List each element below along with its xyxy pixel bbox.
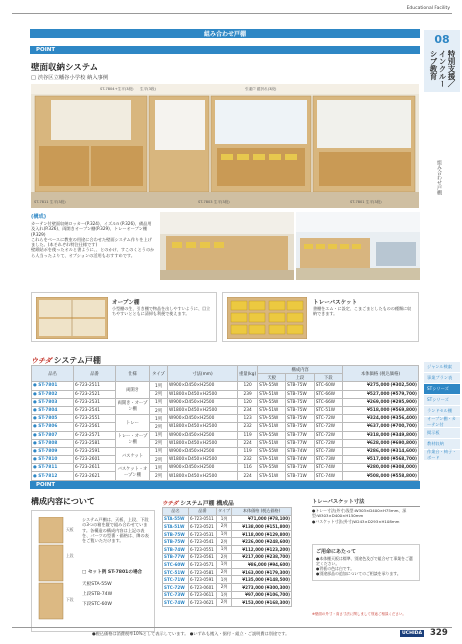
part-low: STC-60W: [314, 382, 342, 390]
part-type: 2列: [217, 599, 232, 607]
part-label-mid: 上段: [66, 553, 74, 558]
part-low: STC-72W: [314, 431, 342, 439]
dimensions: W900×D450×H2500: [168, 398, 238, 406]
parts-row: [163, 523, 292, 531]
weight: 119: [238, 431, 258, 439]
part-type: 1列: [217, 561, 232, 569]
spec-row: [32, 382, 419, 390]
parts-row: [163, 576, 292, 584]
part-number: 6-723-0521: [189, 523, 217, 531]
price: ¥518,000(¥569,800): [343, 406, 419, 414]
part-type: 1列: [217, 576, 232, 584]
part-type: 1列: [217, 545, 232, 553]
weight: 120: [238, 382, 258, 390]
brand-mark: UCHIDA: [402, 631, 423, 636]
part-top: STA-55W: [258, 415, 286, 423]
part-code: STB-74W: [163, 545, 189, 553]
tray-size-line: ●バスケット寸法(外寸)W243×D293×H108mm: [312, 518, 400, 524]
part-mid: STB-75W: [286, 398, 315, 406]
part-code: STA-55W: [163, 515, 189, 523]
part-mid: STB-77W: [286, 439, 315, 447]
chapter-title: 特別支援／インクルーシブ教育: [429, 50, 456, 88]
part-number: 6-723-0541: [189, 538, 217, 546]
part-code: STC-73W: [163, 591, 189, 599]
price: ¥637,000(¥700,700): [343, 423, 419, 431]
notes-line: ●本体棚天板は標準、別途色及びで組合せて事業をご選定ください。: [316, 556, 413, 566]
part-top: STA-55W: [258, 431, 286, 439]
parts-table-title: ウチダ システム戸棚 構成品: [162, 501, 234, 507]
part-code: STC-51W: [163, 568, 189, 576]
part-number: 6-723-0601: [189, 583, 217, 591]
weight: 239: [238, 390, 258, 398]
part-type: 2列: [217, 583, 232, 591]
part-low: STC-72W: [314, 439, 342, 447]
part-price: ¥71,000(¥78,100): [232, 515, 292, 523]
dimensions: W1800×D450×H2500: [168, 472, 238, 480]
part-low: STC-74W: [314, 472, 342, 480]
part-code: STB-75W: [163, 530, 189, 538]
product-number: ● ST-7809: [32, 447, 74, 455]
part-type: 2列: [217, 538, 232, 546]
part-low: STC-72W: [314, 415, 342, 423]
dimensions: W900×D450×H2500: [168, 415, 238, 423]
product-type: 両開き: [116, 382, 150, 398]
column-count: 2列: [150, 472, 168, 480]
product-number: ● ST-7802: [32, 390, 74, 398]
part-number: 6-723-0571: [189, 561, 217, 569]
part-price: ¥138,000(¥151,800): [232, 523, 292, 531]
column-count: 1列: [150, 447, 168, 455]
column-count: 2列: [150, 406, 168, 414]
product-code: 6-723-2561: [74, 423, 116, 431]
part-mid: STB-71W: [286, 472, 315, 480]
parts-row: [163, 568, 292, 576]
classroom-photo-left: [160, 212, 294, 280]
product-code: 6-723-2571: [74, 431, 116, 439]
spec-row: [32, 456, 419, 464]
part-code: STC-71W: [163, 576, 189, 584]
photo-tag: 生平(3段): [140, 87, 156, 91]
weight: 232: [238, 456, 258, 464]
dimensions: W900×D450×H2500: [168, 464, 238, 472]
product-number: ● ST-7801: [32, 382, 74, 390]
part-mid: STB-75W: [286, 406, 315, 414]
part-price: ¥226,000(¥248,600): [232, 538, 292, 546]
sidebar-item[interactable]: ジャンル検索: [424, 362, 460, 373]
part-low: STC-73W: [314, 456, 342, 464]
sidebar-item[interactable]: 事業プラン表: [424, 373, 460, 384]
page-footer: [12, 627, 452, 639]
part-mid: STB-71W: [286, 464, 315, 472]
brand-logo: ウチダ: [31, 357, 52, 365]
notes-line: ●別途部品の追加についてのご相談を承ります。: [316, 570, 401, 576]
parts-row: [163, 599, 292, 607]
composition-text: システム戸棚は、天板、上段、下段の3つの箱を縦で組み合わせています。各構造の構成内容は上記の表を、パーツの型番・価格は、隣の表をご覧いただけます。: [82, 517, 149, 543]
column-count: 2列: [150, 423, 168, 431]
column-count: 1列: [150, 431, 168, 439]
dimensions: W1800×D450×H2500: [168, 390, 238, 398]
parts-row: [163, 561, 292, 569]
category-label: Educational Facility: [406, 6, 450, 11]
chapter-number: 08: [434, 33, 450, 46]
column-count: 2列: [150, 390, 168, 398]
set-mid: 上段STB-74W: [82, 592, 113, 597]
price: ¥517,000(¥568,700): [343, 456, 419, 464]
example-label: (構成): [31, 214, 47, 220]
product-code: 6-723-2601: [74, 456, 116, 464]
part-number: 6-723-0531: [189, 530, 217, 538]
parts-table: 品名 品番 タイプ 本体価格 (税込価格) STA-55W 6-723-0511 1列 ¥71,000(¥78,100) STA-51W 6-723-0521 2列 ¥138,000(¥151,800) STB-75W 6-723-0531 1列 ¥118,000(¥129,800) STB-75W 6-723-0541 2列 ¥226,000(¥248,600) STB-74W 6-723-0551 1列 ¥112,000(¥123,200) STB-77W 6-723-0561 2列 ¥217,000(¥238,700) STC-60W 6-723-0571 1列 ¥86,000(¥94,600) STC-51W 6-723-0581 2列 ¥163,000(¥179,300) STC-71W 6-723-0591 1列 ¥135,000(¥148,500) STC-72W 6-723-0601 2列 ¥273,000(¥300,300) STC-73W 6-723-0611 1列 ¥97,000(¥106,700) STC-74W 6-723-0621 2列 ¥153,000(¥168,300): [164, 508, 290, 605]
part-label-top: 天板: [66, 527, 74, 532]
sidebar-item[interactable]: STシリーズ: [424, 384, 460, 395]
feature-tray-text: 書棚をエム・に設定、こまごまとしたものの種類に収納できます。: [313, 306, 412, 317]
part-price: ¥86,000(¥94,600): [232, 561, 292, 569]
parts-row: [163, 591, 292, 599]
section-sub-label: 組み合わせ戸棚: [436, 160, 442, 195]
part-price: ¥97,000(¥106,700): [232, 591, 292, 599]
feature-open-shelf: [31, 292, 217, 342]
product-type: バスケット: [116, 447, 150, 463]
weight: 120: [238, 398, 258, 406]
price: ¥508,000(¥558,800): [343, 472, 419, 480]
chapter-tab[interactable]: [424, 30, 460, 92]
system-title-text: システム戸棚: [53, 356, 101, 365]
part-label-low: 下段: [66, 597, 74, 602]
set-low: 下段STC-60W: [82, 602, 112, 607]
weight: 123: [238, 415, 258, 423]
tray-size-block: [312, 497, 420, 525]
part-low: STC-51W: [314, 406, 342, 414]
price: ¥275,000(¥302,500): [343, 382, 419, 390]
price: ¥286,000(¥314,600): [343, 447, 419, 455]
classroom-photo-right: [296, 212, 420, 280]
part-type: 1列: [217, 530, 232, 538]
feature-open-text: 小型棚の生、引き棚で物品を出しやすいように、目立ちやすいとともに清掃も利便で使えます。: [112, 306, 211, 317]
product-code: 6-723-2521: [74, 390, 116, 398]
part-low: STC-66W: [314, 398, 342, 406]
page-number: 329: [430, 628, 448, 638]
part-number: 6-723-0611: [189, 591, 217, 599]
footer-note: ●税込価格は消費税率10%として表示しています。 ●いずれも搬入・据付・組立・ご説明費は別途です。: [92, 631, 290, 636]
part-price: ¥112,000(¥123,200): [232, 545, 292, 553]
part-mid: STB-75W: [286, 423, 315, 431]
part-mid: STB-75W: [286, 382, 315, 390]
part-number: 6-723-0511: [189, 515, 217, 523]
photo-tag: ST-7803 生平(3段): [198, 200, 230, 204]
set-top: 天板STA-55W: [82, 582, 112, 587]
column-count: 1列: [150, 415, 168, 423]
part-price: ¥273,000(¥300,300): [232, 583, 292, 591]
part-number: 6-723-0561: [189, 553, 217, 561]
weight: 234: [238, 406, 258, 414]
sidebar-item[interactable]: 掲示板: [424, 428, 460, 439]
part-top: STA-51W: [258, 439, 286, 447]
product-number: ● ST-7810: [32, 456, 74, 464]
part-top: STA-51W: [258, 406, 286, 414]
notes-box: [312, 544, 420, 581]
product-code: 6-723-2581: [74, 439, 116, 447]
part-top: STA-55W: [258, 382, 286, 390]
spec-row: [32, 415, 419, 423]
parts-row: [163, 538, 292, 546]
weight: 224: [238, 439, 258, 447]
part-top: STA-51W: [258, 390, 286, 398]
sidebar-item[interactable]: 教材収納: [424, 439, 460, 450]
part-price: ¥118,000(¥129,800): [232, 530, 292, 538]
part-low: STC-72W: [314, 423, 342, 431]
part-low: STC-74W: [314, 464, 342, 472]
product-type: バスケット・オープン棚: [116, 464, 150, 480]
part-type: 1列: [217, 591, 232, 599]
part-top: STA-55W: [258, 464, 286, 472]
part-top: STA-51W: [258, 472, 286, 480]
parts-row: [163, 553, 292, 561]
page-header: [12, 4, 452, 14]
spec-row: [32, 472, 419, 480]
product-code: 6-723-2611: [74, 464, 116, 472]
part-top: STA-55W: [258, 398, 286, 406]
feature-tray-title: トレーバスケット: [313, 300, 358, 306]
parts-row: [163, 515, 292, 523]
installation-photo: [31, 84, 419, 208]
spec-row: [32, 447, 419, 455]
tray-size-line: ●トレー寸法(外寸)浅型:W303×D400×H75mm、深型:W303×D400×H150mm: [312, 508, 407, 518]
part-code: STB-75W: [163, 538, 189, 546]
product-type: トレー: [116, 415, 150, 431]
sidebar-nav: [424, 362, 460, 461]
price: ¥318,000(¥349,800): [343, 431, 419, 439]
dimensions: W1800×D450×H2500: [168, 423, 238, 431]
part-code: STC-74W: [163, 599, 189, 607]
part-top: STA-51W: [258, 456, 286, 464]
product-code: 6-723-2541: [74, 406, 116, 414]
spec-row: [32, 398, 419, 406]
part-number: 6-723-0591: [189, 576, 217, 584]
weight: 232: [238, 423, 258, 431]
spec-row: [32, 439, 419, 447]
price: ¥324,000(¥356,400): [343, 415, 419, 423]
weight: 224: [238, 472, 258, 480]
product-number: ● ST-7804: [32, 406, 74, 414]
product-number: ● ST-7808: [32, 439, 74, 447]
sidebar-item[interactable]: ランドセル棚: [424, 406, 460, 417]
part-number: 6-723-0581: [189, 568, 217, 576]
part-type: 2列: [217, 568, 232, 576]
spec-row: [32, 406, 419, 414]
spec-row: [32, 431, 419, 439]
part-mid: STB-74W: [286, 447, 315, 455]
column-count: 2列: [150, 439, 168, 447]
parts-row: [163, 545, 292, 553]
product-code: 6-723-2591: [74, 447, 116, 455]
part-mid: STB-75W: [286, 415, 315, 423]
point2-title: 構成内容について: [31, 497, 95, 506]
part-low: STC-73W: [314, 447, 342, 455]
dimensions: W900×D450×H2500: [168, 382, 238, 390]
part-number: 6-723-0551: [189, 545, 217, 553]
spec-row: [32, 464, 419, 472]
feature-open-title: オープン棚: [112, 300, 140, 306]
notes-title: ご用命にあたって: [316, 549, 357, 555]
example-block: [31, 213, 155, 258]
example-text: カーテン付壁面収納ロッカー(P.324)、イズルn (P.326)、備品用及入れ(P.326)、両開きオープン棚(P.329)、トレーオープン棚(P.329) これらをベースに教室の用途に合わせた壁面システム作りを上げました。(本それぞれ特注仕様です) 壁紙貼ポを使ったオルと書ように、、とのかけ、すこのくとうのから人当ったよりて、オプションの活用もおすすめです。: [31, 221, 155, 258]
point-title: 壁面収納システム: [31, 63, 99, 73]
product-code: 6-723-2511: [74, 382, 116, 390]
product-type: 両開き・オープン棚: [116, 398, 150, 414]
column-count: 1列: [150, 464, 168, 472]
product-number: ● ST-7807: [32, 431, 74, 439]
price: ¥280,000(¥308,000): [343, 464, 419, 472]
section-banner: 組み合わせ戸棚: [30, 29, 420, 38]
product-code: 6-723-2531: [74, 398, 116, 406]
parts-row: [163, 530, 292, 538]
product-code: 6-723-2551: [74, 415, 116, 423]
part-type: 2列: [217, 523, 232, 531]
product-number: ● ST-7805: [32, 415, 74, 423]
product-type: トレー・オープン棚: [116, 431, 150, 447]
part-type: 2列: [217, 553, 232, 561]
spec-table: 品名 品番 仕様 タイプ 寸法(mm) 重量(kg) 構成内容 本体価格 (税込価格) 天板 上段 下段 ● ST-7801 6-723-2511 両開き 1列 W900×D450×H2500 120 STA-55W STB-75W STC-60W ¥275,000(¥302,500) ● ST-7802 6-723-2521 2列 W1800×D450×H2500 239 STA-51W STB-75W STC-66W ¥527,000(¥579,700) ● ST-7803 6-723-2531 両開き・オープン棚 1列 W900×D450×H2500 120 STA-55W STB-75W STC-66W ¥269,000(¥295,900) ● ST-7804 6-723-2541 2列 W1800×D450×H2500 234 STA-51W STB-75W STC-51W ¥518,000(¥569,800) ● ST-7805 6-723-2551 トレー 1列 W900×D450×H2500 123 STA-55W STB-75W STC-72W ¥324,000(¥356,400) ● ST-7806 6-723-2561 2列 W1800×D450×H2500 232 STA-51W STB-75W STC-72W ¥637,000(¥700,700) ● ST-7807 6-723-2571 トレー・オープン棚 1列 W900×D450×H2500 119 STA-55W STB-77W STC-72W ¥318,000(¥349,800) ● ST-7808 6-723-2581 2列 W1800×D450×H2500 224 STA-51W STB-77W STC-72W ¥628,000(¥690,800) ● ST-7809 6-723-2591 バスケット 1列 W900×D450×H2500 119 STA-55W STB-74W STC-73W ¥286,000(¥314,600) ● ST-7810 6-723-2601 2列 W1800×D450×H2500 232 STA-51W STB-74W STC-73W ¥517,000(¥568,700) ● ST-7811 6-723-2611 バスケット・オープン棚 1列 W900×D450×H2500 116 STA-55W STB-71W STC-74W ¥280,000(¥308,000) ● ST-7812 6-723-2621 2列 W1800×D450×H2500 224 STA-51W STB-71W STC-74W ¥508,000(¥558,800): [31, 365, 419, 481]
part-code: STA-51W: [163, 523, 189, 531]
part-mid: STB-75W: [286, 390, 315, 398]
product-number: ● ST-7803: [32, 398, 74, 406]
point2-label: POINT: [30, 481, 420, 489]
dimensions: W900×D450×H2500: [168, 447, 238, 455]
part-code: STC-60W: [163, 561, 189, 569]
column-count: 2列: [150, 456, 168, 464]
part-mid: STB-77W: [286, 431, 315, 439]
part-top: STA-55W: [258, 447, 286, 455]
photo-tag: 引違戸 縦折れ(3段): [245, 87, 277, 91]
point-label: POINT: [30, 46, 420, 54]
part-top: STA-51W: [258, 423, 286, 431]
photo-tag: ST-7801 生平(3段): [350, 200, 382, 204]
dimensions: W1800×D450×H2500: [168, 456, 238, 464]
spec-row: [32, 423, 419, 431]
sidebar-item[interactable]: オープン棚・カーテン付: [424, 417, 460, 428]
product-code: 6-723-2621: [74, 472, 116, 480]
parts-row: [163, 583, 292, 591]
photo-tag: ST-7811 生平(3段): [34, 200, 66, 204]
part-mid: STB-74W: [286, 456, 315, 464]
weight: 116: [238, 464, 258, 472]
dimensions: W900×D450×H2500: [168, 431, 238, 439]
dimensions: W1800×D450×H2500: [168, 406, 238, 414]
product-number: ● ST-7812: [32, 472, 74, 480]
column-count: 1列: [150, 398, 168, 406]
notes-line: ●背板の色は白です。: [316, 565, 355, 571]
price: ¥527,000(¥579,700): [343, 390, 419, 398]
footnote-small: ※壁面の外寸・高さ寸法に関しまして別途ご相談ください。: [312, 612, 406, 616]
spec-row: [32, 390, 419, 398]
part-number: 6-723-0621: [189, 599, 217, 607]
composition-box: [31, 510, 155, 632]
product-number: ● ST-7811: [32, 464, 74, 472]
price: ¥269,000(¥295,900): [343, 398, 419, 406]
dimensions: W1800×D450×H2500: [168, 439, 238, 447]
column-count: 1列: [150, 382, 168, 390]
part-price: ¥217,000(¥238,700): [232, 553, 292, 561]
part-price: ¥153,000(¥168,300): [232, 599, 292, 607]
part-type: 1列: [217, 515, 232, 523]
product-number: ● ST-7806: [32, 423, 74, 431]
set-example-title: □ セット例 ST-7801の場合: [82, 570, 143, 575]
case-caption: □ 渋谷区立幡谷小学校 納入事例: [31, 75, 109, 81]
part-price: ¥135,000(¥148,500): [232, 576, 292, 584]
sidebar-item[interactable]: 作業台・椅子・ボード: [424, 450, 460, 461]
part-code: STB-77W: [163, 553, 189, 561]
part-code: STC-72W: [163, 583, 189, 591]
feature-tray-basket: [222, 292, 419, 342]
photo-tag: ST-7804+生平(3段): [100, 87, 134, 91]
sidebar-item[interactable]: STシリーズ: [424, 395, 460, 406]
part-price: ¥163,000(¥179,300): [232, 568, 292, 576]
price: ¥628,000(¥690,800): [343, 439, 419, 447]
tray-size-title: トレーバスケット寸法: [312, 497, 420, 507]
part-low: STC-66W: [314, 390, 342, 398]
weight: 119: [238, 447, 258, 455]
